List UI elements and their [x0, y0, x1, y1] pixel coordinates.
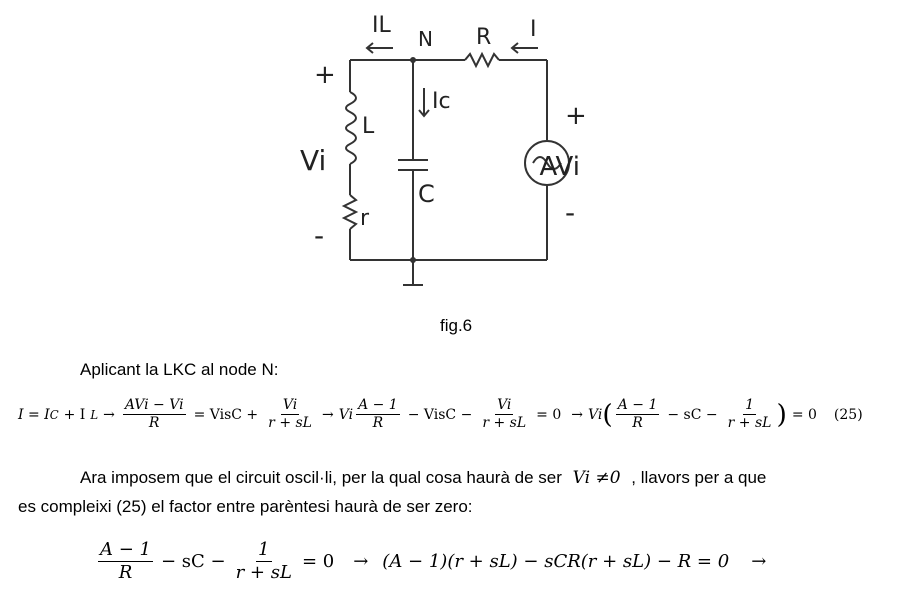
label-L: L: [362, 114, 375, 139]
label-IL: IL: [372, 13, 391, 38]
arrow-Ic: [419, 88, 429, 116]
eqf-f1-num: A − 1: [100, 539, 151, 560]
figure-caption: fig.6: [440, 316, 473, 335]
eq25-f3-den: R: [372, 415, 384, 432]
eq25-paren-open: (: [602, 398, 613, 430]
eq25-frac-4: [480, 398, 528, 432]
resistor-r: [344, 195, 356, 229]
eqf-arrow-2: →: [751, 550, 767, 572]
eq25-f6-num: 1: [743, 398, 756, 415]
eq25-arrow-1: →: [103, 406, 115, 423]
para2-condition: Vi ≠0: [572, 468, 621, 488]
circuit-figure: [290, 0, 590, 300]
eq25-minus-sc: − sC −: [667, 406, 718, 423]
equation-25: [18, 398, 863, 432]
eq25-f3-num: A − 1: [356, 398, 400, 415]
para2-line1: [80, 468, 766, 488]
plus-right: +: [565, 101, 587, 131]
equation-final: [95, 540, 771, 583]
inductor-L: [346, 92, 356, 164]
para2-text-a: Ara imposem que el circuit oscil·li, per la qual cosa haurà de ser: [80, 468, 562, 487]
eq25-f2-num: Vi: [281, 398, 299, 415]
eqf-eq-0: = 0: [301, 550, 335, 572]
arrow-I: [512, 43, 538, 53]
minus-left: -: [314, 219, 325, 252]
eq25-arrow-3: →: [571, 406, 583, 423]
label-R: R: [476, 25, 492, 50]
eq25-f4-den: r + sL: [482, 415, 527, 432]
label-N: N: [418, 27, 433, 51]
eq25-plus-il: + I: [63, 406, 86, 423]
label-C: C: [418, 180, 435, 208]
node-N-dot: [410, 57, 416, 63]
eqf-frac-1: [98, 540, 153, 583]
eq25-f2-den: r + sL: [268, 415, 312, 432]
eqf-f2-num: 1: [258, 539, 270, 560]
eq25-f1-den: R: [148, 415, 160, 432]
para2-line2: es compleixi (25) el factor entre parèntesi haurà de ser zero:: [18, 497, 473, 516]
label-r: r: [360, 206, 370, 231]
minus-right: -: [565, 196, 576, 229]
eq25-paren-close: ): [776, 398, 787, 430]
eq25-vi-2: Vi: [587, 406, 603, 423]
eq25-eq-0a: = 0: [536, 406, 562, 423]
eq25-arrow-2: →: [321, 406, 334, 423]
eq25-frac-3: [356, 398, 400, 432]
eq25-minus-vsc: − VisC −: [407, 406, 473, 423]
plus-left: +: [314, 60, 336, 90]
eq25-f6-den: r + sL: [727, 415, 772, 432]
eq25-f1-num: AVi − Vi: [123, 398, 186, 415]
eq25-frac-2: [266, 398, 314, 432]
eq25-lhs: I = I: [18, 406, 50, 423]
eq25-frac-6: [726, 398, 774, 432]
eq25-tag: (25): [833, 406, 863, 423]
resistor-R: [465, 54, 499, 66]
eqf-minus-sc: − sC −: [160, 550, 226, 572]
eq25-f4-num: Vi: [495, 398, 513, 415]
arrow-IL: [367, 43, 393, 53]
label-I: I: [530, 17, 537, 42]
eqf-frac-2: [234, 540, 294, 583]
label-Vi: Vi: [300, 144, 327, 177]
eq25-vi-1: Vi: [338, 406, 354, 423]
intro-text: Aplicant la LKC al node N:: [80, 360, 279, 379]
eqf-expr: (A − 1)(r + sL) − sCR(r + sL) − R = 0: [382, 550, 730, 572]
eq25-eq-0b: = 0: [791, 406, 817, 423]
eq25-sub-c: C: [49, 407, 59, 422]
eq25-f5-den: R: [632, 415, 643, 432]
para2-text-b: , llavors per a que: [631, 468, 767, 487]
eqf-arrow-1: →: [353, 550, 369, 572]
eq25-sub-l: L: [90, 407, 99, 422]
eq25-frac-1: [123, 398, 186, 432]
label-AVi: AVi: [539, 152, 580, 182]
eq25-frac-5: [616, 398, 660, 432]
eq25-f5-num: A − 1: [616, 398, 660, 415]
label-Ic: Ic: [432, 89, 451, 114]
bottom-node-dot: [410, 257, 416, 263]
eqf-f2-den: r + sL: [235, 561, 292, 583]
eqf-f1-den: R: [118, 561, 133, 583]
eq25-eq-vsc: = VisC +: [193, 406, 259, 423]
